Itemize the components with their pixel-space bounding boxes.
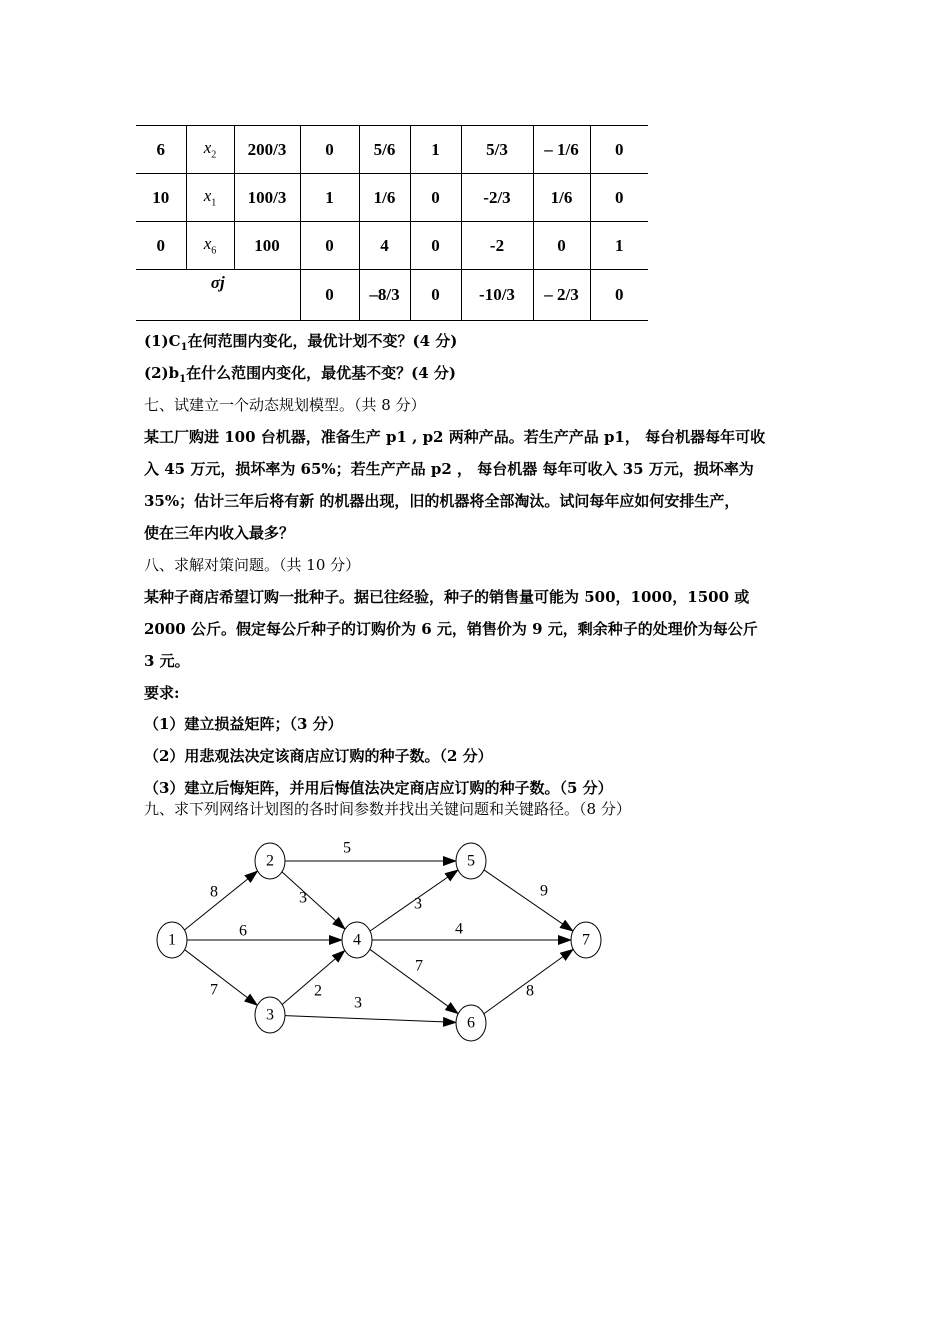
table-cell: 0 (300, 270, 359, 321)
edge-6-7 (484, 949, 573, 1013)
network-node-6 (456, 1005, 486, 1041)
section-7-body-line: 入 45 万元，损坏率为 65%；若生产产品 p2 ， 每台机器 每年可收入 35 万元，损坏率为 (144, 460, 754, 478)
requirement-item: （2）用悲观法决定该商店应订购的种子数。（2 分） (144, 747, 493, 765)
section-8-heading: 八、求解对策问题。（共 10 分） (144, 556, 361, 574)
section-8-body-line: 2000 公斤。假定每公斤种子的订购价为 6 元，销售价为 9 元，剩余种子的处理价为每公斤 (144, 620, 758, 638)
table-cell: -10/3 (461, 270, 533, 321)
table-cell: 1 (300, 174, 359, 222)
section-7-body-line: 35%；估计三年后将有新 的机器出现，旧的机器将全部淘汰。试问每年应如何安排生产， (144, 492, 740, 510)
basis-variable: $x_2$ (186, 126, 234, 174)
table-cell: 0 (410, 270, 461, 321)
section-9-heading: 九、求下列网络计划图的各时间参数并找出关键问题和关键路径。（8 分） (144, 800, 631, 818)
edge-weight-label: 6 (239, 922, 247, 940)
edge-3-6 (285, 1016, 456, 1023)
section-7-heading: 七、试建立一个动态规划模型。（共 8 分） (144, 396, 426, 414)
edge-weight-label: 8 (526, 982, 534, 1000)
table-cell: – 2/3 (533, 270, 590, 321)
edge-1-3 (185, 950, 258, 1006)
table-cell: 1/6 (359, 174, 410, 222)
table-cell: 0 (300, 126, 359, 174)
network-node-1 (157, 922, 187, 958)
network-node-3 (255, 997, 285, 1033)
edge-weight-label: 7 (415, 957, 423, 975)
edge-5-7 (484, 870, 573, 931)
table-cell: 0 (533, 222, 590, 270)
edge-4-6 (370, 949, 458, 1013)
network-node-2 (255, 843, 285, 879)
table-cell: 0 (590, 126, 648, 174)
network-node-7 (571, 922, 601, 958)
section-8-body-line: 某种子商店希望订购一批种子。据已往经验，种子的销售量可能为 500，1000，1500 或 (144, 588, 750, 606)
table-cell: -2/3 (461, 174, 533, 222)
section-7-body-line: 某工厂购进 100 台机器，准备生产 p1 , p2 两种产品。若生产产品 p1， 每台机器每年可收 (144, 428, 766, 446)
question-1: $(1)C_1$在何范围内变化，最优计划不变？(4 分) (144, 332, 458, 353)
requirements-label: 要求: (144, 684, 180, 702)
edge-1-2 (184, 871, 257, 930)
section-7-body-line: 使在三年内收入最多？ (144, 524, 295, 542)
edge-weight-label: 3 (299, 889, 307, 907)
table-cell: 4 (359, 222, 410, 270)
table-cell: 200/3 (234, 126, 300, 174)
basis-variable: $x_6$ (186, 222, 234, 270)
edge-weight-label: 2 (314, 982, 322, 1000)
requirement-item: （3）建立后悔矩阵，并用后悔值法决定商店应订购的种子数。（5 分） (144, 779, 613, 797)
table-cell: – 1/6 (533, 126, 590, 174)
sigma-label: σj (136, 270, 300, 321)
question-2: $(2)b_1$在什么范围内变化，最优基不变？(4 分) (144, 364, 456, 385)
edge-weight-label: 9 (540, 882, 548, 900)
table-cell: 0 (300, 222, 359, 270)
edge-2-4 (282, 872, 345, 929)
table-cell: 0 (410, 174, 461, 222)
network-node-4 (342, 922, 372, 958)
table-cell: 10 (136, 174, 186, 222)
edge-weight-label: 3 (354, 994, 362, 1012)
table-cell: 0 (410, 222, 461, 270)
table-cell: 0 (590, 270, 648, 321)
node-label: 4 (353, 931, 361, 949)
table-cell: –8/3 (359, 270, 410, 321)
table-cell: -2 (461, 222, 533, 270)
node-label: 1 (168, 931, 176, 949)
node-label: 2 (266, 852, 274, 870)
node-label: 5 (467, 852, 475, 870)
section-8-body-line: 3 元。 (144, 652, 190, 670)
table-cell: 0 (590, 174, 648, 222)
table-cell: 6 (136, 126, 186, 174)
table-cell: 1 (590, 222, 648, 270)
table-cell: 5/6 (359, 126, 410, 174)
table-cell: 5/3 (461, 126, 533, 174)
requirement-item: （1）建立损益矩阵；（3 分） (144, 715, 343, 733)
edge-weight-label: 8 (210, 883, 218, 901)
node-label: 6 (467, 1014, 475, 1032)
node-label: 7 (582, 931, 590, 949)
edge-weight-label: 3 (414, 895, 422, 913)
table-cell: 0 (136, 222, 186, 270)
table-cell: 100/3 (234, 174, 300, 222)
table-cell: 1 (410, 126, 461, 174)
basis-variable: $x_1$ (186, 174, 234, 222)
node-label: 3 (266, 1006, 274, 1024)
table-cell: 100 (234, 222, 300, 270)
edge-weight-label: 5 (343, 839, 351, 857)
edge-weight-label: 4 (455, 920, 463, 938)
table-cell: 1/6 (533, 174, 590, 222)
edge-weight-label: 7 (210, 981, 218, 999)
network-node-5 (456, 843, 486, 879)
